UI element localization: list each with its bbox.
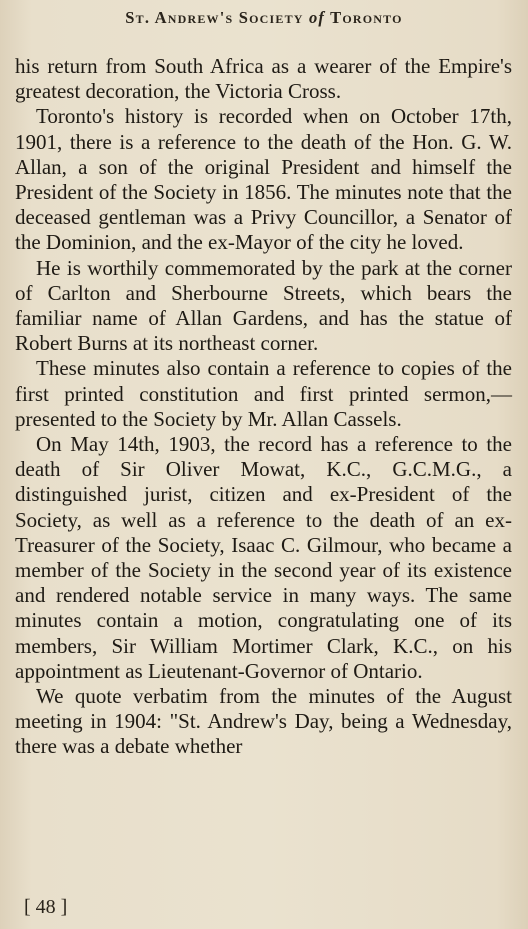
paragraph-quote: We quote verbatim from the minutes of the August meeting in 1904: "St. Andrew's Day, being a Wednesday, there was a debate whether xyxy=(15,684,512,759)
running-head-title: St. Andrew's Society xyxy=(125,8,304,27)
paragraph-allan-gardens: He is worthily commemorated by the park at the corner of Carlton and Sherbourne Streets, which bears the familiar name of Allan Gardens, and has the statue of Robert Burns at its northeast corner. xyxy=(15,255,512,356)
running-head-of: of xyxy=(308,8,326,27)
running-head xyxy=(0,8,528,28)
page-number: [ 48 ] xyxy=(24,896,68,918)
body-text xyxy=(15,54,512,760)
paragraph-allan-death: Toronto's history is recorded when on October 17th, 1901, there is a reference to the death of the Hon. G. W. Allan, a son of the original President and himself the President of the Society in 1856. The minutes note that the deceased gentleman was a Privy Councillor, a Senator of the Dominion, and the ex-Mayor of the city he loved. xyxy=(15,104,512,255)
paragraph-continuation: his return from South Africa as a wearer of the Empire's greatest decoration, the Victoria Cross. xyxy=(15,54,512,104)
running-head-city: Toronto xyxy=(330,8,403,27)
paragraph-mowat: On May 14th, 1903, the record has a reference to the death of Sir Oliver Mowat, K.C., G.C.M.G., a distinguished jurist, citizen and ex-President of the Society, as well as a reference to the death of an ex-Treasurer of the Society, Isaac C. Gilmour, who became a member of the Society in the second year of its existence and rendered notable service in many ways. The same minutes contain a motion, congratulating one of its members, Sir William Mortimer Clark, K.C., on his appointment as Lieutenant-Governor of Ontario. xyxy=(15,432,512,683)
paragraph-constitution: These minutes also contain a reference to copies of the first printed constitution and first printed sermon,—presented to the Society by Mr. Allan Cassels. xyxy=(15,356,512,431)
